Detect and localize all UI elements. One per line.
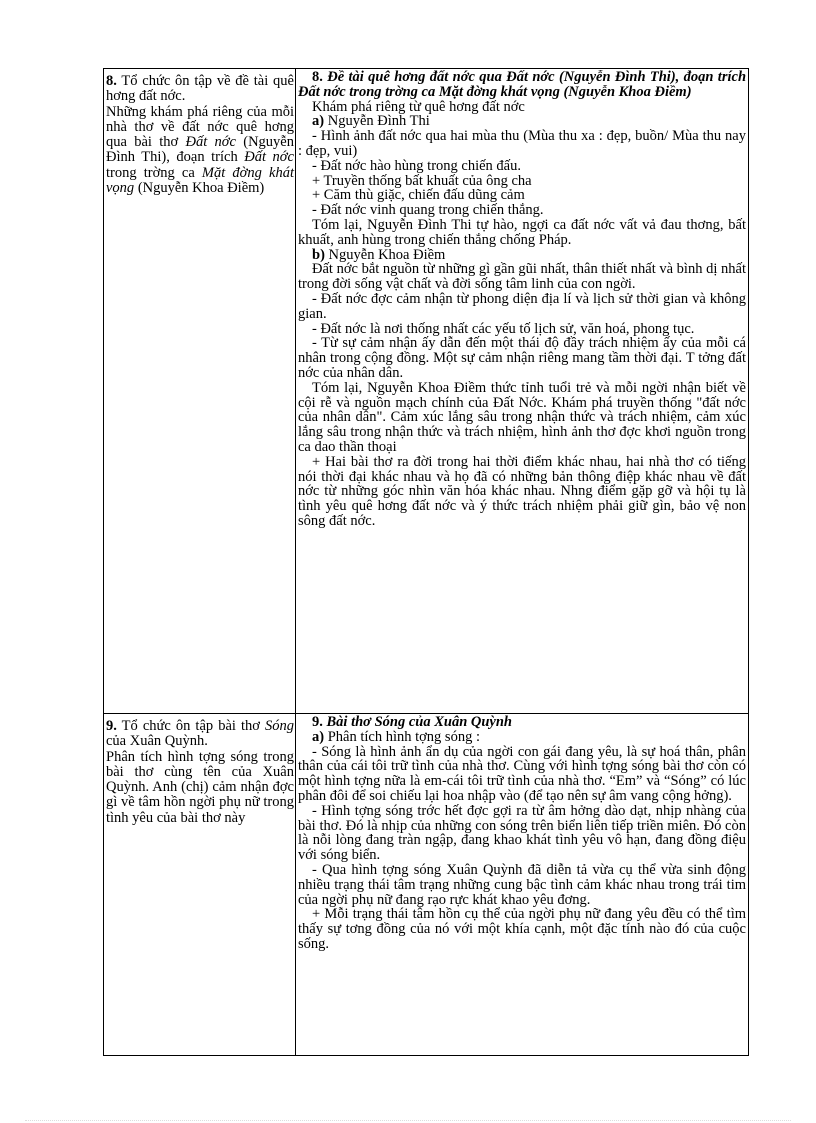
paragraph: + Mỗi trạng thái tâm hồn cụ thể của ngời phụ nữ đang yêu đều có thể tìm thấy sự tơng đồng của nó với một khía cạnh, một đặc tính nào đó của cuộc sống. bbox=[298, 906, 746, 952]
subheading-b: b) Nguyễn Khoa Điềm bbox=[312, 246, 446, 263]
activity-title: 9. Tổ chức ôn tập bài thơ Sóng của Xuân Quỳnh. bbox=[106, 718, 294, 750]
paragraph: - Sóng là hình ảnh ẩn dụ của ngời con gái đang yêu, là sự hoá thân, phân thân của cái tôi trữ tình của nhà thơ. Cùng với hình tợng sóng bài thơ còn có một hình tợng nữa là em-cái tôi trữ tình của nhà thơ. “Em” và “Sóng” có lúc phân đôi để soi chiếu lại hoa nhập vào (để tạo nên sự âm vang cộng hởng). bbox=[298, 743, 746, 804]
subheading-a: a) Nguyễn Đình Thi bbox=[312, 113, 430, 130]
paragraph: + Truyền thống bất khuất của ông cha bbox=[312, 172, 532, 189]
intro-line: Khám phá riêng từ quê hơng đất nớc bbox=[312, 98, 525, 115]
activity-cell bbox=[104, 69, 296, 713]
section-heading: 9. Bài thơ Sóng của Xuân Quỳnh bbox=[312, 714, 512, 730]
table-row bbox=[104, 714, 748, 1055]
paragraph: - Hình tợng sóng trớc hết đợc gợi ra từ âm hởng dào dạt, nhịp nhàng của bài thơ. Đó là nhịp của những con sóng trên biển liên tiếp triền miên. Đó còn là nỗi lòng đang tràn ngập, đang khao khát tình yêu vô hạn, đang đồng điệu với sóng biển. bbox=[298, 802, 746, 864]
section-heading: 8. Đề tài quê hơng đất nớc qua Đất nớc (Nguyễn Đình Thi), đoạn trích Đất nớc trong trờng ca Mặt đờng khát vọng (Nguyễn Khoa Điềm) bbox=[298, 69, 747, 100]
paragraph: - Đất nớc vinh quang trong chiến thắng. bbox=[312, 202, 544, 219]
lesson-table bbox=[103, 68, 749, 1056]
paragraph: - Qua hình tợng sóng Xuân Quỳnh đã diễn tả vừa cụ thể vừa sinh động nhiều trạng thái tâm trạng những cung bậc tình cảm khác nhau trong trái tim của ngời phụ nữ đang rạo rực khát khao yêu đơng. bbox=[298, 861, 746, 908]
paragraph: - Hình ảnh đất nớc qua hai mùa thu (Mùa thu xa : đẹp, buồn/ Mùa thu nay : đẹp, vui) bbox=[298, 128, 746, 159]
paragraph: - Đất nớc hào hùng trong chiến đấu. bbox=[312, 157, 521, 174]
paragraph: - Đất nớc đợc cảm nhận từ phong diện địa lí và lịch sử thời gian và không gian. bbox=[298, 290, 746, 322]
subheading-a: a) Phân tích hình tợng sóng : bbox=[312, 728, 480, 745]
paragraph: + Hai bài thơ ra đời trong hai thời điểm khác nhau, hai nhà thơ có tiếng nói thời đại khác nhau và họ đã có những bản thông điệp khác nhau về đất nớc từ những góc nhìn văn hóa khác nhau. Nhng điểm gặp gỡ và hội tụ là tình yêu quê hơng đất nớc và ý thức trách nhiệm phải giữ gìn, bảo vệ non sông đất nớc. bbox=[298, 453, 746, 529]
paragraph: Tóm lại, Nguyễn Đình Thi tự hào, ngợi ca đất nớc vất vả đau thơng, bất khuất, anh hùng trong chiến thắng chống Pháp. bbox=[298, 216, 746, 248]
activity-description: Phân tích hình tợng sóng trong bài thơ cùng tên của Xuân Quỳnh. Anh (chị) cảm nhận đợc gì về tâm hồn ngời phụ nữ trong tình yêu của bài thơ này bbox=[106, 748, 294, 826]
paragraph: - Từ sự cảm nhận ấy dẫn đến một thái độ đầy trách nhiệm ấy của mỗi cá nhân trong cộng đồng. Một sự cảm nhận riêng mang tầm thời đại. T tởng đất nớc của nhân dân. bbox=[298, 335, 746, 381]
content-cell bbox=[296, 69, 748, 713]
paragraph: - Đất nớc là nơi thống nhất các yếu tố lịch sử, văn hoá, phong tục. bbox=[312, 320, 695, 337]
table-row bbox=[104, 69, 748, 714]
content-cell bbox=[296, 714, 748, 1055]
page-edge-divider bbox=[25, 1120, 791, 1121]
paragraph: Đất nớc bắt nguồn từ những gì gần gũi nhất, thân thiết nhất và bình dị nhất trong đời sống vật chất và đời sống tâm linh của con ngời. bbox=[298, 261, 746, 293]
activity-description: Những khám phá riêng của mỗi nhà thơ về đất nớc quê hơng qua bài thơ Đất nớc (Nguyễn Đình Thi), đoạn trích Đất nớc trong trờng ca Mặt đờng khát vọng (Nguyễn Khoa Điềm) bbox=[106, 103, 295, 197]
activity-cell bbox=[104, 714, 296, 1055]
activity-title: 8. Tổ chức ôn tập về đề tài quê hơng đất nớc. bbox=[106, 73, 294, 105]
paragraph: + Căm thù giặc, chiến đấu dũng cảm bbox=[312, 187, 525, 204]
paragraph: Tóm lại, Nguyễn Khoa Điềm thức tỉnh tuổi trẻ và mỗi ngời nhận biết về cội rễ và nguồn mạch chính của Đất Nớc. Khám phá truyền thống "đất nớc của nhân dân". Cảm xúc lắng sâu trong nhận thức và trách nhiệm, cảm xúc lắng sâu trong nhận thức và trách nhiệm, hình ảnh thơ đợc khơi nguồn trong ca dao thần thoại bbox=[298, 379, 746, 455]
